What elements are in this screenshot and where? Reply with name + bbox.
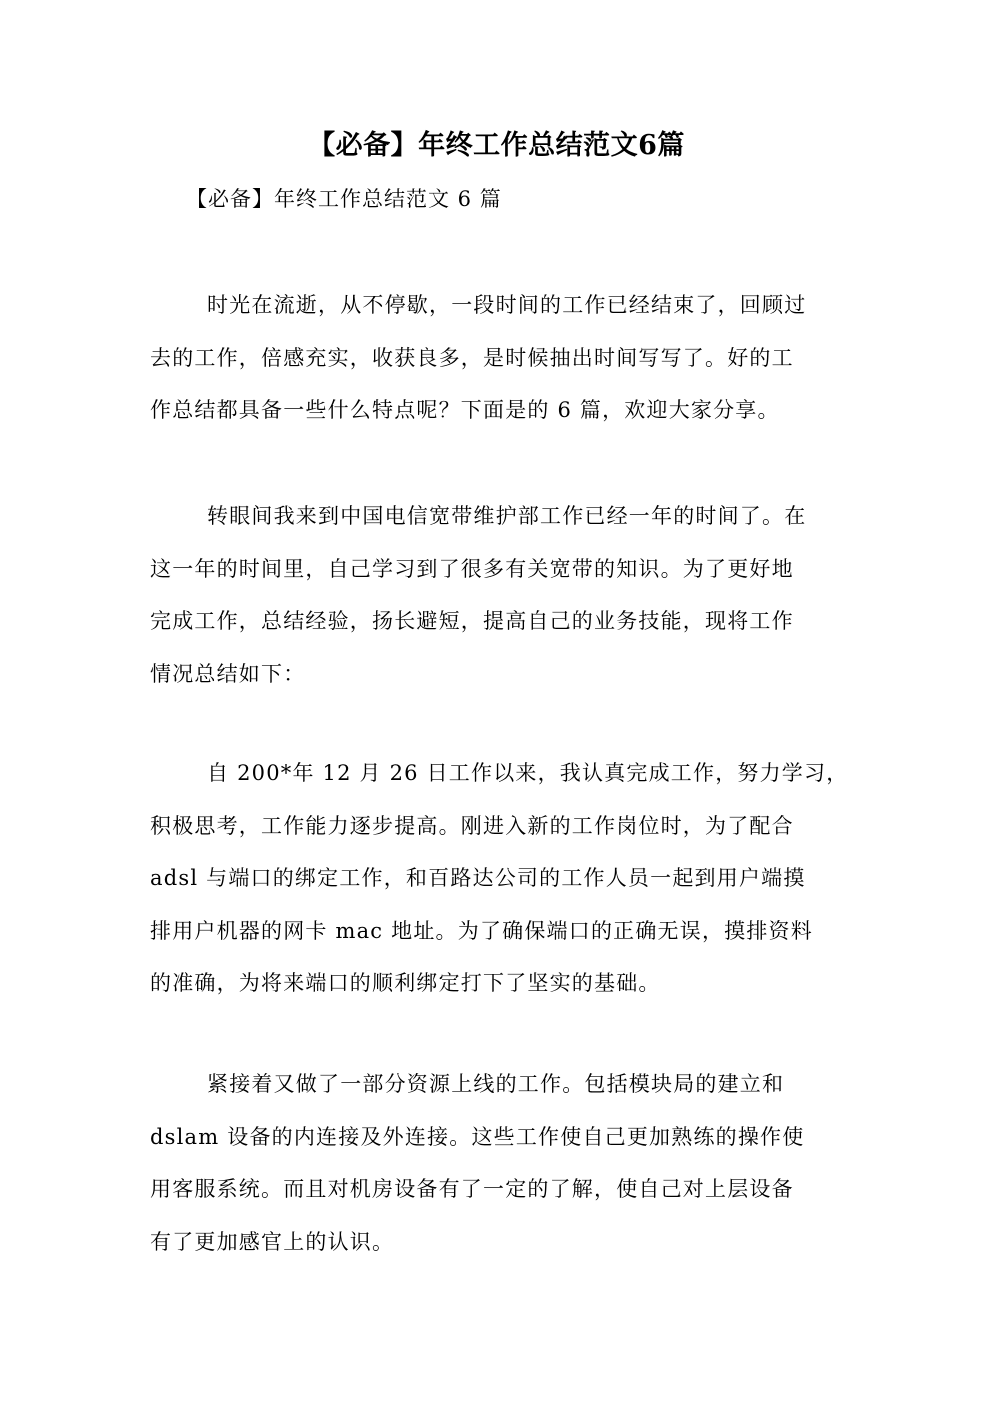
paragraph-line: 紧接着又做了一部分资源上线的工作。包括模块局的建立和 [207, 1072, 785, 1096]
paragraph-line: 这一年的时间里，自己学习到了很多有关宽带的知识。为了更好地 [150, 556, 794, 581]
paragraph-line: 有了更加感官上的认识。 [150, 1229, 395, 1254]
paragraph-line: 时光在流逝，从不停歇，一段时间的工作已经结束了，回顾过 [207, 293, 807, 317]
paragraph-line: dslam 设备的内连接及外连接。这些工作使自己更加熟练的操作使 [150, 1124, 805, 1149]
paragraph-line: 自 200*年 12 月 26 日工作以来，我认真完成工作，努力学习， [207, 761, 849, 785]
paragraph-line: 用客服系统。而且对机房设备有了一定的了解，使自己对上层设备 [150, 1177, 794, 1201]
paragraph-line: 情况总结如下： [150, 661, 306, 686]
paragraph-overview [150, 490, 840, 700]
document-subtitle: 【必备】年终工作总结范文 6 篇 [186, 187, 502, 211]
paragraph-line: adsl 与端口的绑定工作，和百路达公司的工作人员一起到用户端摸 [150, 866, 806, 890]
paragraph-line: 排用户机器的网卡 mac 地址。为了确保端口的正确无误，摸排资料 [150, 918, 813, 943]
paragraph-line: 的准确，为将来端口的顺利绑定打下了坚实的基础。 [150, 971, 661, 995]
paragraph-intro [150, 279, 840, 437]
paragraph-line: 完成工作，总结经验，扬长避短，提高自己的业务技能，现将工作 [150, 609, 794, 633]
paragraph-line: 转眼间我来到中国电信宽带维护部工作已经一年的时间了。在 [207, 504, 807, 528]
paragraph-line: 作总结都具备一些什么特点呢？下面是的 6 篇，欢迎大家分享。 [150, 398, 780, 422]
paragraph-line: 去的工作，倍感充实，收获良多，是时候抽出时间写写了。好的工 [150, 345, 794, 370]
paragraph-resources [150, 1058, 840, 1268]
document-title: 【必备】年终工作总结范文6篇 [308, 130, 685, 161]
paragraph-work-start [150, 747, 849, 1010]
paragraph-line: 积极思考，工作能力逐步提高。刚进入新的工作岗位时，为了配合 [150, 813, 794, 838]
